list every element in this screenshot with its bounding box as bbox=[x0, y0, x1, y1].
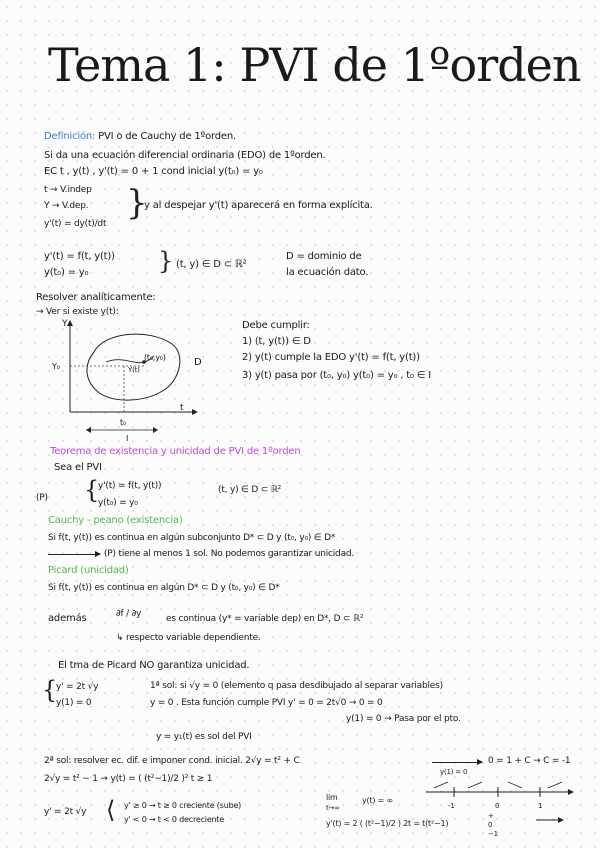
numline-label-1: 1 bbox=[538, 802, 543, 810]
lim-label: lim bbox=[326, 793, 338, 802]
teorema-p: (P) bbox=[36, 493, 48, 503]
cauchy-line1: Si f(t, y(t)) es continua en algún subconjunto D* ⊂ D y (t₀, y₀) ∈ D* bbox=[48, 533, 336, 543]
graph-t0-label: t₀ bbox=[120, 418, 126, 427]
brace-icon: } bbox=[158, 247, 174, 275]
dominio-line2: la ecuación dato. bbox=[286, 267, 369, 278]
lim-value: y(t) = ∞ bbox=[362, 796, 393, 805]
ineq-1: y' ≥ 0 → t ≥ 0 creciente (sube) bbox=[124, 801, 242, 810]
teorema-title: Teorema de existencia y unicidad de PVI de 1ºorden bbox=[50, 446, 301, 457]
derivative-expr: y'(t) = 2 ( (t²−1)/2 ) 2t = t(t²−1) bbox=[326, 819, 449, 828]
var-indep: t → V.indep bbox=[44, 185, 92, 195]
ademas-line3: ↳ respecto variable dependiente. bbox=[116, 633, 261, 643]
definicion-label: Definición: bbox=[44, 131, 96, 142]
teorema-sea: Sea el PVI bbox=[54, 462, 102, 473]
despejar-text: y al despejar y'(t) aparecerá en forma explícita. bbox=[144, 200, 373, 211]
ademas-fraction: ∂f / ∂y bbox=[116, 609, 142, 619]
brace-icon: ⟨ bbox=[106, 796, 116, 824]
sign-zero: 0 bbox=[488, 821, 493, 829]
ademas-label: además bbox=[48, 613, 87, 624]
arrow-icon bbox=[48, 554, 100, 555]
picard-line1: Si f(t, y(t)) es continua en algún D* ⊂ D y (t₀, y₀) ∈ D* bbox=[48, 583, 280, 593]
yprime-expr: y' = 2t √y bbox=[44, 807, 87, 817]
arrow-icon bbox=[432, 762, 482, 763]
graph-t-label: t bbox=[180, 403, 184, 413]
numline-label-neg1: -1 bbox=[448, 802, 455, 810]
sol2-condition: y(1) = 0 bbox=[440, 768, 468, 776]
sol1-line1: 1ª sol: si √y = 0 (elemento q pasa desdibujado al separar variables) bbox=[150, 681, 443, 691]
cond-2: 2) y(t) cumple la EDO y'(t) = f(t, y(t)) bbox=[242, 352, 420, 363]
ademas-line2: es continua (y* = variable dep) en D*, D ⊂ ℝ² bbox=[166, 614, 364, 624]
sol2-result: 0 = 1 + C → C = -1 bbox=[488, 756, 571, 766]
domain-graph bbox=[54, 318, 204, 444]
ineq-2: y' < 0 → t < 0 decreciente bbox=[124, 815, 225, 824]
dominio-line1: D = dominio de bbox=[286, 251, 362, 262]
teorema-sys2: y(t₀) = y₀ bbox=[98, 498, 138, 508]
graph-region-label: D bbox=[194, 357, 202, 368]
var-derivative: y'(t) = dy(t)/dt bbox=[44, 219, 107, 229]
sol1-line4: y = y₁(t) es sol del PVI bbox=[156, 732, 252, 742]
cauchy-line2: (P) tiene al menos 1 sol. No podemos garantizar unicidad. bbox=[104, 549, 355, 559]
var-dep: Y → V.dep. bbox=[44, 201, 89, 211]
graph-y-label: Y bbox=[62, 319, 68, 329]
brace-icon: } bbox=[126, 183, 148, 223]
definicion-line1: Si da una ecuación diferencial ordinaria (EDO) de 1ºorden. bbox=[44, 150, 326, 161]
teorema-sys1: y'(t) = f(t, y(t)) bbox=[98, 481, 162, 491]
ejemplo-sys1: y' = 2t √y bbox=[56, 682, 99, 692]
y-axis-arrow-icon bbox=[67, 320, 73, 326]
graph-curve-label: Y(t) bbox=[128, 366, 140, 374]
side-arrow-icon bbox=[558, 817, 564, 823]
graph-y0-label: Y₀ bbox=[52, 362, 60, 371]
resolver-title: Resolver analíticamente: bbox=[36, 292, 156, 303]
ejemplo-sys2: y(1) = 0 bbox=[56, 698, 92, 708]
lim-sub: t→∞ bbox=[326, 804, 340, 812]
definicion-line bbox=[44, 131, 236, 143]
sol1-line3: y(1) = 0 → Pasa por el pto. bbox=[346, 714, 461, 724]
cond-3: 3) y(t) pasa por (t₀, y₀) y(t₀) = y₀ , t₀ ∈ I bbox=[242, 370, 432, 381]
numline-label-0: 0 bbox=[495, 802, 500, 810]
cond-1: 1) (t, y(t)) ∈ D bbox=[242, 336, 311, 347]
sol1-line2: y = 0 . Esta función cumple PVI y' = 0 = 2t√0 → 0 = 0 bbox=[150, 698, 383, 708]
t-axis-arrow-icon bbox=[192, 409, 198, 415]
def-sys1: y'(t) = f(t, y(t)) bbox=[44, 251, 115, 262]
interval-right-arrow-icon bbox=[153, 427, 158, 433]
interval-left-arrow-icon bbox=[86, 427, 91, 433]
sol2-line1: 2ª sol: resolver ec. dif. e imponer cond. inicial. 2√y = t² + C bbox=[44, 756, 300, 766]
definicion-line2: EC t , y(t) , y'(t) = 0 + 1 cond inicial y(t₀) = y₀ bbox=[44, 166, 263, 177]
definicion-text: PVI o de Cauchy de 1ºorden. bbox=[98, 131, 236, 142]
picard-title: Picard (unicidad) bbox=[48, 565, 129, 576]
picard-note: El tma de Picard NO garantiza unicidad. bbox=[58, 660, 250, 671]
graph-interval-label: I bbox=[126, 434, 129, 443]
number-line-arrow-icon bbox=[568, 789, 574, 795]
sign-plus: + bbox=[488, 812, 494, 820]
teorema-domain: (t, y) ∈ D ⊂ ℝ² bbox=[218, 485, 282, 495]
resolver-sub: → Ver si existe y(t): bbox=[36, 307, 119, 317]
brace-icon: { bbox=[84, 476, 100, 504]
debe-cumplir: Debe cumplir: bbox=[242, 320, 310, 331]
brace-icon: { bbox=[42, 676, 58, 704]
sol2-line2: 2√y = t² − 1 → y(t) = ( (t²−1)/2 )² t ≥ 1 bbox=[44, 774, 213, 784]
def-domain: (t, y) ∈ D ⊂ ℝ² bbox=[176, 259, 247, 270]
page-title: Tema 1: PVI de 1ºorden bbox=[48, 38, 581, 92]
def-sys2: y(t₀) = y₀ bbox=[44, 267, 89, 278]
sign-neg1: −1 bbox=[488, 830, 498, 838]
graph-point-label: (t₀,y₀) bbox=[144, 353, 166, 362]
cauchy-title: Cauchy - peano (existencia) bbox=[48, 515, 183, 526]
